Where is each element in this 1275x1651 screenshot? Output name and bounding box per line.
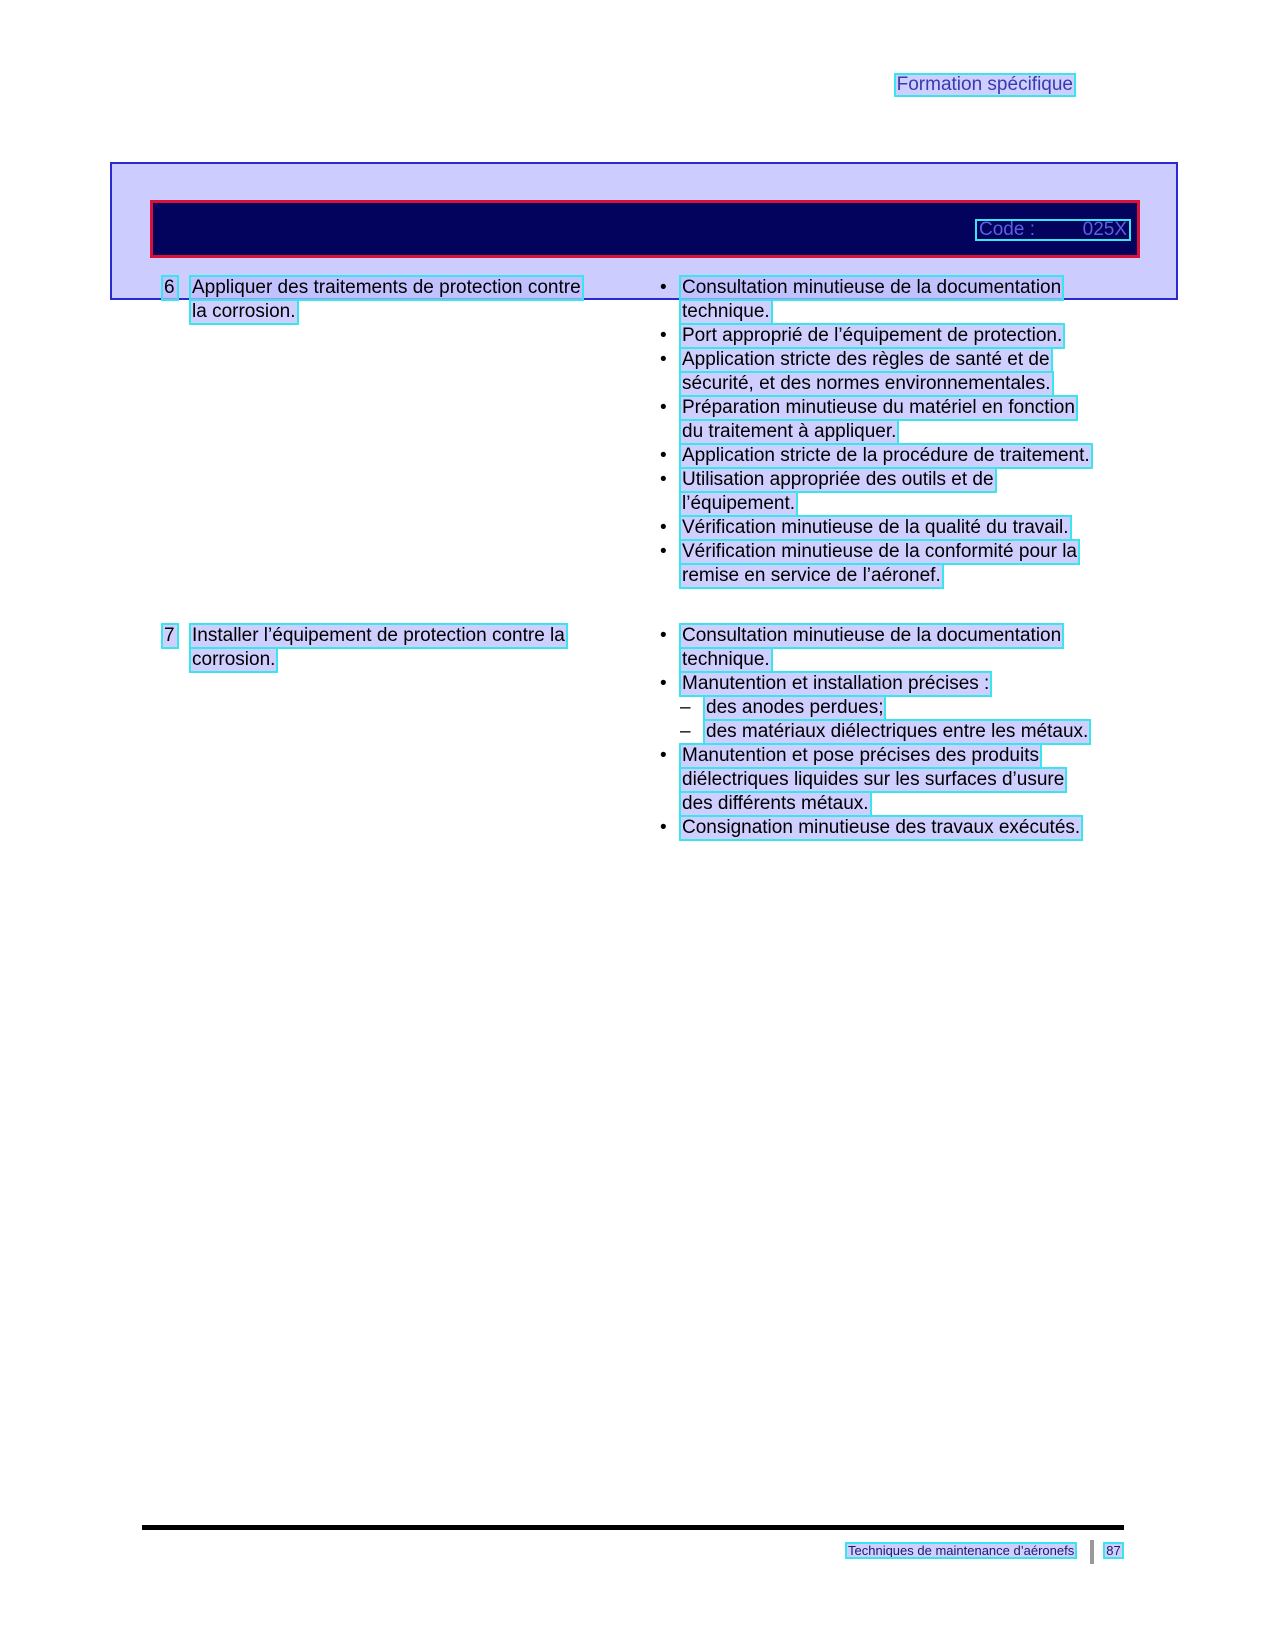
bullet-icon: • (660, 397, 667, 418)
criterion-line: Manutention et pose précises des produits (682, 745, 1039, 766)
criterion-line: Manutention et installation précises : (682, 673, 990, 694)
criterion-line: diélectriques liquides sur les surfaces d’usure (682, 769, 1065, 790)
list-item (656, 324, 1126, 348)
dash-icon: – (680, 721, 691, 742)
criterion-line: Préparation minutieuse du matériel en fonction (682, 397, 1075, 418)
criterion-line: Application stricte des règles de santé et de (682, 349, 1050, 370)
bullet-icon: • (660, 517, 667, 538)
criterion-line: Vérification minutieuse de la qualité du travail. (682, 517, 1069, 538)
section-header-note: Formation spécifique (896, 74, 1073, 95)
criterion-line: Port approprié de l’équipement de protection. (682, 325, 1063, 346)
criterion-line: technique. (682, 301, 770, 322)
bullet-icon: • (660, 469, 667, 490)
page-footer (846, 1540, 1123, 1564)
sub-item-line: des matériaux diélectriques entre les métaux. (706, 721, 1089, 742)
criterion-line: Consignation minutieuse des travaux exécutés. (682, 817, 1081, 838)
step-line: Appliquer des traitements de protection contre (192, 277, 581, 298)
criterion-line: sécurité, et des normes environnementales. (682, 373, 1051, 394)
criterion-line: Vérification minutieuse de la conformité pour la (682, 541, 1077, 562)
criterion-line: Utilisation appropriée des outils et de (682, 469, 994, 490)
code-value: 025X (1082, 219, 1127, 240)
list-item (656, 744, 1126, 816)
list-item (656, 624, 1126, 672)
step-number: 6 (162, 276, 178, 300)
criterion-line: Application stricte de la procédure de traitement. (682, 445, 1090, 466)
list-item (656, 276, 1126, 324)
footer-title: Techniques de maintenance d’aéronefs (848, 1543, 1075, 1559)
criterion-line: du traitement à appliquer. (682, 421, 897, 442)
sub-item-line: des anodes perdues; (706, 697, 884, 718)
code-label: Code : (979, 219, 1035, 240)
step-line: la corrosion. (192, 301, 296, 322)
footer-divider (142, 1525, 1124, 1530)
criterion-line: des différents métaux. (682, 793, 869, 814)
code-field (975, 219, 1131, 241)
bullet-icon: • (660, 625, 667, 646)
step-number: 7 (162, 624, 178, 648)
step-description (190, 276, 660, 324)
list-item (656, 348, 1126, 396)
list-item (656, 468, 1126, 516)
page-number: 87 (1106, 1543, 1121, 1559)
bullet-icon: • (660, 349, 667, 370)
list-item (656, 540, 1126, 588)
list-item (656, 816, 1126, 840)
criterion-line: remise en service de l’aéronef. (682, 565, 941, 586)
dash-icon: – (680, 697, 691, 718)
step-line: Installer l’équipement de protection contre la (192, 625, 565, 646)
list-item (656, 672, 1126, 696)
criterion-line: technique. (682, 649, 770, 670)
criterion-line: Consultation minutieuse de la documentation (682, 277, 1062, 298)
sub-list-item (656, 720, 1126, 744)
list-item (656, 444, 1126, 468)
code-bar (150, 200, 1140, 258)
bullet-icon: • (660, 445, 667, 466)
list-item (656, 396, 1126, 444)
sub-list-item (656, 696, 1126, 720)
bullet-icon: • (660, 541, 667, 562)
bullet-icon: • (660, 817, 667, 838)
bullet-icon: • (660, 673, 667, 694)
step-line: corrosion. (192, 649, 276, 670)
criterion-line: Consultation minutieuse de la documentation (682, 625, 1062, 646)
bullet-icon: • (660, 325, 667, 346)
step-description (190, 624, 660, 672)
list-item (656, 516, 1126, 540)
bullet-icon: • (660, 277, 667, 298)
bullet-icon: • (660, 745, 667, 766)
criterion-line: l’équipement. (682, 493, 796, 514)
criteria-list (656, 276, 1126, 588)
footer-separator (1090, 1540, 1094, 1564)
criteria-list (656, 624, 1126, 840)
